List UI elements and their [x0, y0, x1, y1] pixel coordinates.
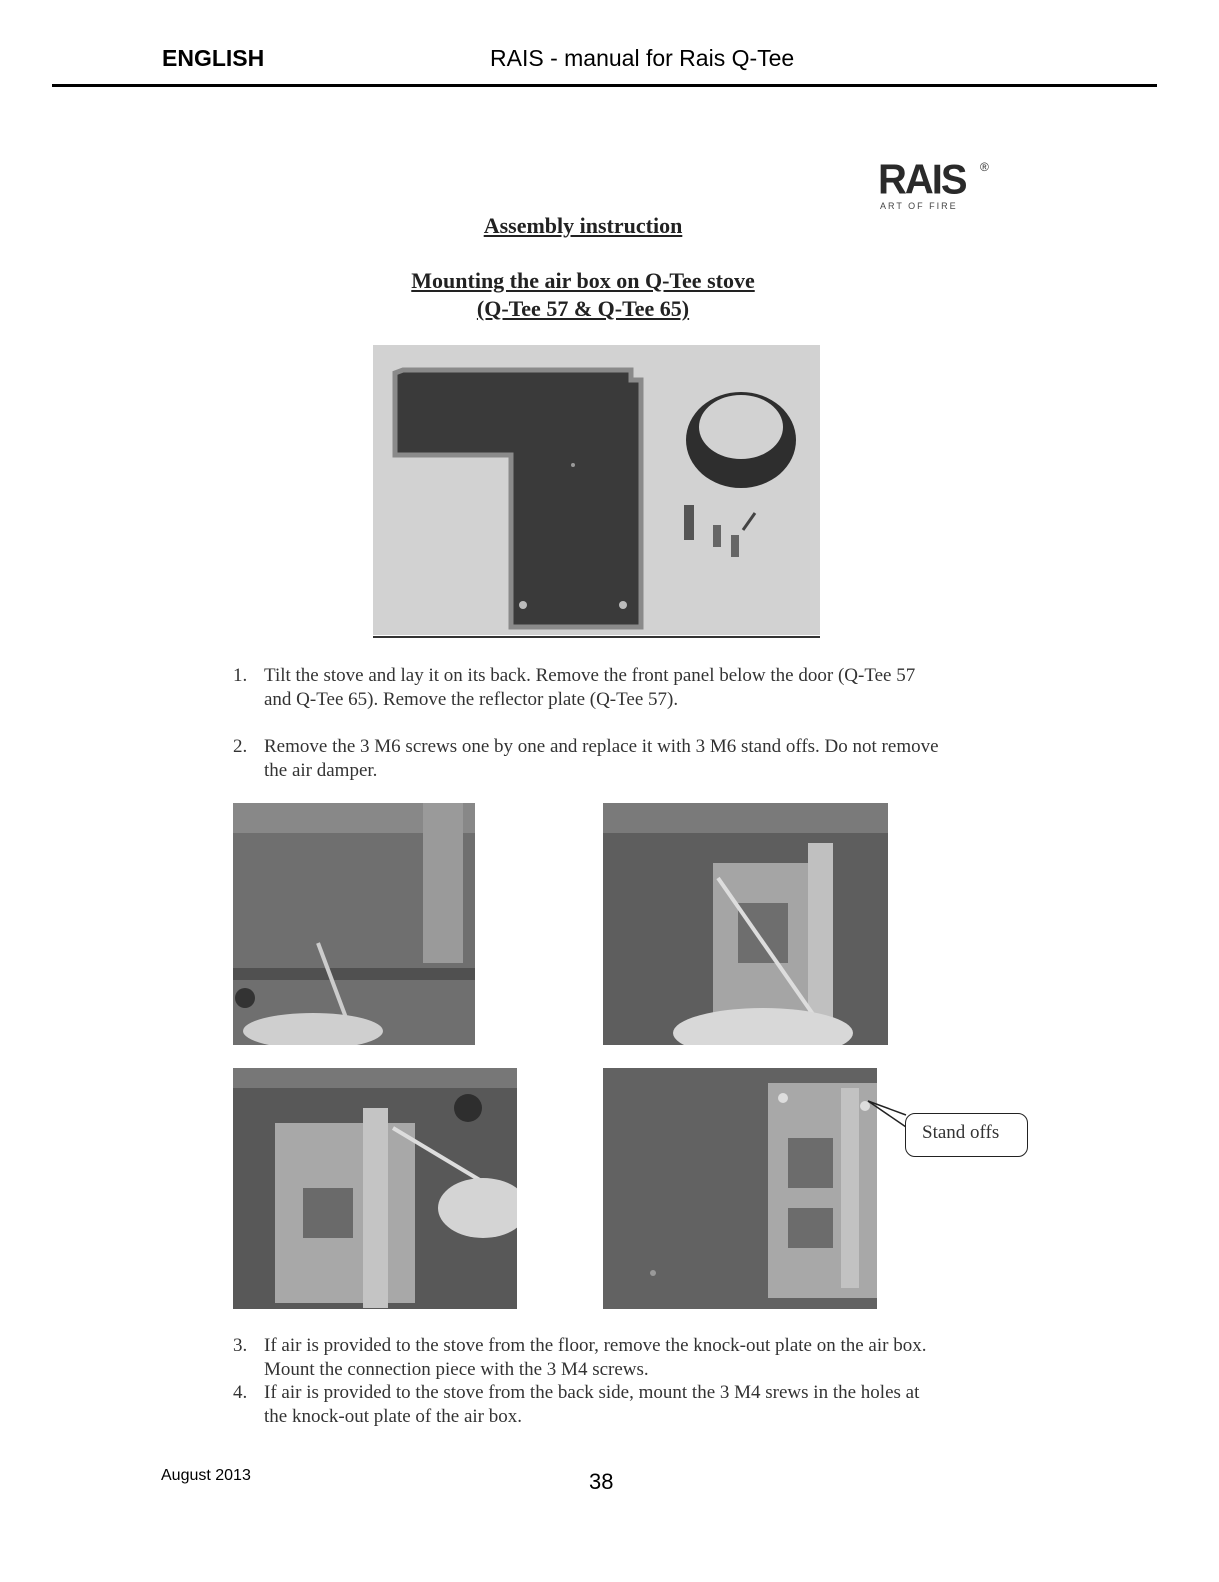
- step-photo-2: [603, 803, 888, 1045]
- step-2-line1: Remove the 3 M6 screws one by one and replace it with 3 M6 stand offs. Do not remove: [264, 736, 939, 757]
- page-number: 38: [589, 1469, 614, 1494]
- callout-label: Stand offs: [922, 1122, 1000, 1143]
- rais-logo: [872, 158, 994, 218]
- parts-photo-underline: [373, 636, 820, 638]
- step-4: [233, 1381, 993, 1431]
- step-photo-3: [233, 1068, 517, 1309]
- stand-offs-callout: [905, 1113, 1028, 1157]
- logo-word: RAIS: [878, 156, 966, 204]
- step-2-number: 2.: [233, 736, 248, 757]
- header-language: ENGLISH: [162, 45, 265, 71]
- step-photo-1: [233, 803, 475, 1045]
- step-1-line1: Tilt the stove and lay it on its back. Remove the front panel below the door (Q-Tee 57: [264, 665, 916, 686]
- step-1-line2: and Q-Tee 65). Remove the reflector plate (Q-Tee 57).: [264, 689, 679, 710]
- footer-date: August 2013: [161, 1467, 251, 1484]
- document-title: Assembly instruction: [483, 213, 683, 238]
- parts-photo: [373, 345, 820, 635]
- step-3: [233, 1334, 993, 1384]
- step-4-line1: If air is provided to the stove from the back side, mount the 3 M4 srews in the holes at: [264, 1382, 920, 1403]
- document-subtitle-line2: (Q-Tee 57 & Q-Tee 65): [476, 296, 690, 321]
- step-1-number: 1.: [233, 665, 248, 686]
- logo-tagline: ART OF FIRE: [880, 201, 958, 211]
- logo-registered: ®: [980, 160, 989, 174]
- header-title: RAIS - manual for Rais Q-Tee: [490, 45, 795, 71]
- step-2: [233, 735, 1003, 785]
- step-photo-4: [603, 1068, 877, 1309]
- step-4-number: 4.: [233, 1382, 248, 1403]
- step-3-line2: Mount the connection piece with the 3 M4 screws.: [264, 1359, 649, 1380]
- document-subtitle-line1: Mounting the air box on Q-Tee stove: [411, 268, 755, 293]
- header-rule: [52, 84, 1157, 87]
- step-3-number: 3.: [233, 1335, 248, 1356]
- step-3-line1: If air is provided to the stove from the floor, remove the knock-out plate on the air box.: [264, 1335, 927, 1356]
- step-4-line2: the knock-out plate of the air box.: [264, 1406, 523, 1427]
- step-2-line2: the air damper.: [264, 760, 378, 781]
- step-1: [233, 664, 993, 714]
